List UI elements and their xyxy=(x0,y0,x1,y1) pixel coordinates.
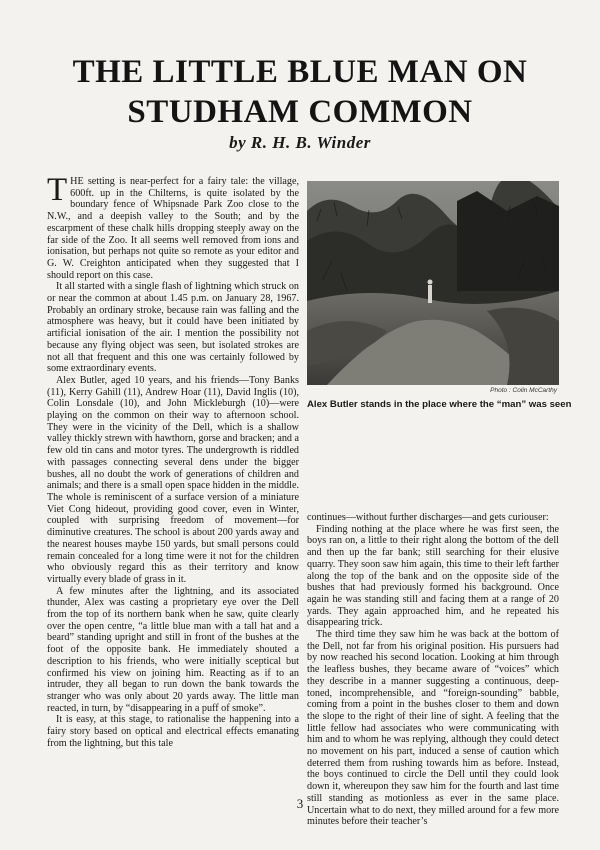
paragraph: A few minutes after the lightning, and its associated thunder, Alex was casting a proprietary eye over the Dell from the top of its northern bank when he saw, quite clearly over the open centre, “a little blue man with a tall hat and a beard” standing upright and still in front of the bushes at the foot of the opposite bank. He immediately shouted a description to his friends, who were initially sceptical but confirmed his view on joining him. Reacting as if to an intruder, they all began to run down the bank towards the stranger who was only about 20 yards away. The little man reacted, in turn, by “disappearing in a puff of smoke”. xyxy=(47,585,299,714)
paragraph: It all started with a single flash of lightning which struck on or near the common at about 1.45 p.m. on January 28, 1967. Probably an ordinary stroke, because rain was falling and the atmosphere was heavy, but it could have been initiated by artificial ionisation of the air. I mention the possibility not because any flying object was seen, but isolated strokes are not all that frequent and this one was certainly followed by some extraordinary events. xyxy=(47,281,299,375)
paragraph xyxy=(47,172,299,281)
title-line-2: STUDHAM COMMON xyxy=(127,94,473,130)
photo-illustration xyxy=(307,181,559,385)
article-title xyxy=(30,52,570,132)
left-column xyxy=(47,172,299,749)
right-column xyxy=(307,512,559,828)
photo-caption: Alex Butler stands in the place where the “man” was seen xyxy=(307,399,572,410)
paragraph: Alex Butler, aged 10 years, and his friends—Tony Banks (11), Kerry Gahill (11), Andrew Hoar (11), David Inglis (10), Colin Lonsdale (10), and John Mickleburgh (10)—were playing on the common on their way to afternoon school. They were in the vicinity of the Dell, which is a shallow valley thickly strewn with hawthorn, gorse and bracken; and a few old tin cans and motor tyres. The undergrowth is riddled with passages connecting several dens under the bigger bushes, all no doubt the work of generations of children and animals; and there is a small open space hidden in the middle. The whole is reminiscent of a surface version of a miniature Viet Cong hideout, providing good cover, even in Winter, coupled with surprising freedom of movement—for diminutive creatures. The school is about 200 yards away and the nearest houses maybe 150 yards, but small persons could remain concealed for a long time were it not for the children who obviously regard this as their territory and know virtually every blade of grass in it. xyxy=(47,374,299,585)
paragraph: Finding nothing at the place where he was first seen, the boys ran on, a little to their right along the bottom of the dell and then up the far bank; still searching for their elusive quarry. They soon saw him again, this time to their left farther along the top of the bank and on the opposite side of the bushes that had previously formed his background. Once again he was standing still and facing them at a range of 20 yards. They again approached him, and he repeated his disappearing trick. xyxy=(307,523,559,629)
author-byline: by R. H. B. Winder xyxy=(229,133,371,152)
drop-cap: T xyxy=(47,172,68,208)
photo-dell xyxy=(307,181,559,385)
paragraph-text: HE setting is near-perfect for a fairy tale: the village, 600ft. up in the Chilterns, is quite isolated by the boundary fence of Whipsnade Park Zoo close to the N.W., and a deepish valley to the South; and by the escarpment of these chalk hills dropping steeply away on the far side of the Zoo. It all seems well removed from ions and ionisation, but perhaps not quite so remote as your editor and G. W. Creighton anticipated when they suggested that I should report on this case. xyxy=(47,176,299,281)
paragraph: The third time they saw him he was back at the bottom of the Dell, not far from his original position. His pursuers had by now reached his second location. Looking at him through the leafless bushes, they became aware of “voices” which they describe in a manner suggesting a continuous, deep-toned, incomprehensible, and “foreign-sounding” babble, coming from a point in the bushes closer to them and down the slope to the right of their line of sight. A feeling that the little fellow had associates who were communicating with him and to whom he was replying, although they could detect no movement on his part, induced a sense of caution which deterred them from rushing towards him as before. Instead, the boys continued to circle the Dell until they could look down it, whereupon they saw him for the fourth and last time still standing as motionless as ever in the same place. Uncertain what to do next, they milled around for a few more minutes before their teacher’s xyxy=(307,629,559,828)
photo-credit: Photo : Colin McCarthy xyxy=(490,387,557,394)
title-line-1: THE LITTLE BLUE MAN ON xyxy=(72,54,528,90)
paragraph: continues—without further discharges—and gets curiouser: xyxy=(307,512,549,523)
page-number: 3 xyxy=(296,796,304,811)
paragraph: It is easy, at this stage, to rationalise the happening into a fairy story based on optical and electrical effects emanating from the lightning, but this tale xyxy=(47,714,299,749)
